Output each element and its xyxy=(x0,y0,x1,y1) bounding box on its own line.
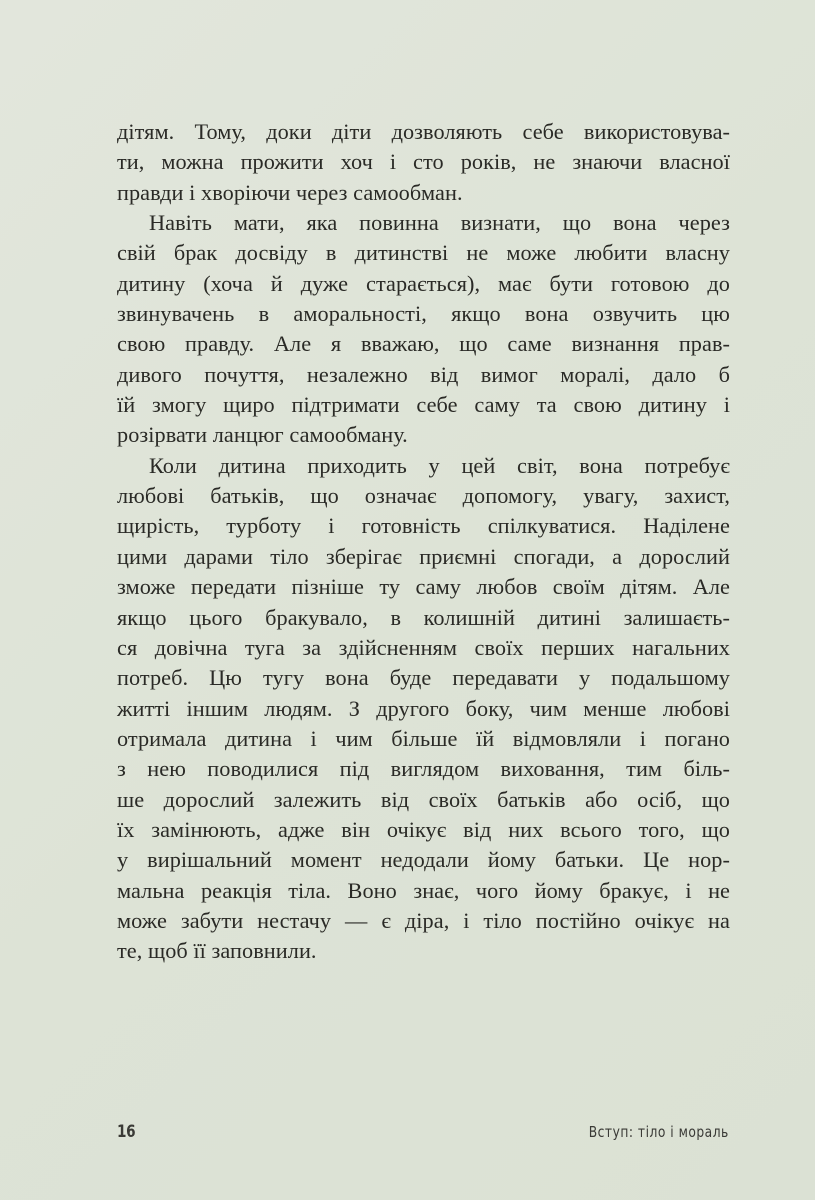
text-line: ти, можна прожити хоч і сто років, не знаючи власної xyxy=(117,149,730,175)
text-line: Навіть мати, яка повинна визнати, що вона через xyxy=(149,210,730,236)
page-body xyxy=(117,117,730,967)
text-line: їй змогу щиро підтримати себе саму та свою дитину і xyxy=(117,392,730,418)
text-line: щирість, турботу і готовність спілкуватися. Наділене xyxy=(117,513,730,539)
text-line: з нею поводилися під виглядом виховання, тим біль- xyxy=(117,756,730,782)
text-line: у вирішальний момент недодали йому батьки. Це нор- xyxy=(117,847,730,873)
text-line: свою правду. Але я вважаю, що саме визнання прав- xyxy=(117,331,730,357)
text-line: дитину (хоча й дуже старається), має бути готовою до xyxy=(117,270,730,296)
paragraph xyxy=(117,117,730,208)
running-head: Вступ: тіло і мораль xyxy=(588,1123,729,1141)
text-line: може забути нестачу — є діра, і тіло постійно очікує на xyxy=(117,907,730,933)
text-line: Коли дитина приходить у цей світ, вона потребує xyxy=(149,452,730,478)
text-line: дивого почуття, незалежно від вимог моралі, дало б xyxy=(117,361,730,387)
paragraph xyxy=(117,451,730,967)
page-number: 16 xyxy=(117,1122,136,1142)
text-line: мальна реакція тіла. Воно знає, чого йому бракує, і не xyxy=(117,877,730,903)
text-line: якщо цього бракувало, в колишній дитині залишаєть- xyxy=(117,604,730,630)
text-line: дітям. Тому, доки діти дозволяють себе використовува- xyxy=(117,119,730,144)
text-line: любові батьків, що означає допомогу, увагу, захист, xyxy=(117,483,730,509)
text-line: отримала дитина і чим більше їй відмовляли і погано xyxy=(117,725,730,751)
page-footer xyxy=(117,1122,729,1146)
text-line: потреб. Цю тугу вона буде передавати у подальшому xyxy=(117,665,730,691)
text-line: свій брак досвіду в дитинстві не може любити власну xyxy=(117,240,730,266)
text-line: зможе передати пізніше ту саму любов своїм дітям. Але xyxy=(117,574,730,600)
text-line: цими дарами тіло зберігає приємні спогади, а дорослий xyxy=(117,543,730,569)
text-line: житті іншим людям. З другого боку, чим менше любові xyxy=(117,695,730,721)
paragraph xyxy=(117,208,730,451)
text-line: звинувачень в аморальності, якщо вона озвучить цю xyxy=(117,301,730,327)
text-line: розірвати ланцюг самообману. xyxy=(117,422,408,448)
text-line: ся довічна туга за здійсненням своїх перших нагальних xyxy=(117,634,730,660)
text-line: те, щоб її заповнили. xyxy=(117,938,317,964)
text-line: їх замінюють, адже він очікує від них всього того, що xyxy=(117,816,730,842)
text-line: правди і хворіючи через самообман. xyxy=(117,179,463,205)
text-line: ше дорослий залежить від своїх батьків або осіб, що xyxy=(117,786,730,812)
